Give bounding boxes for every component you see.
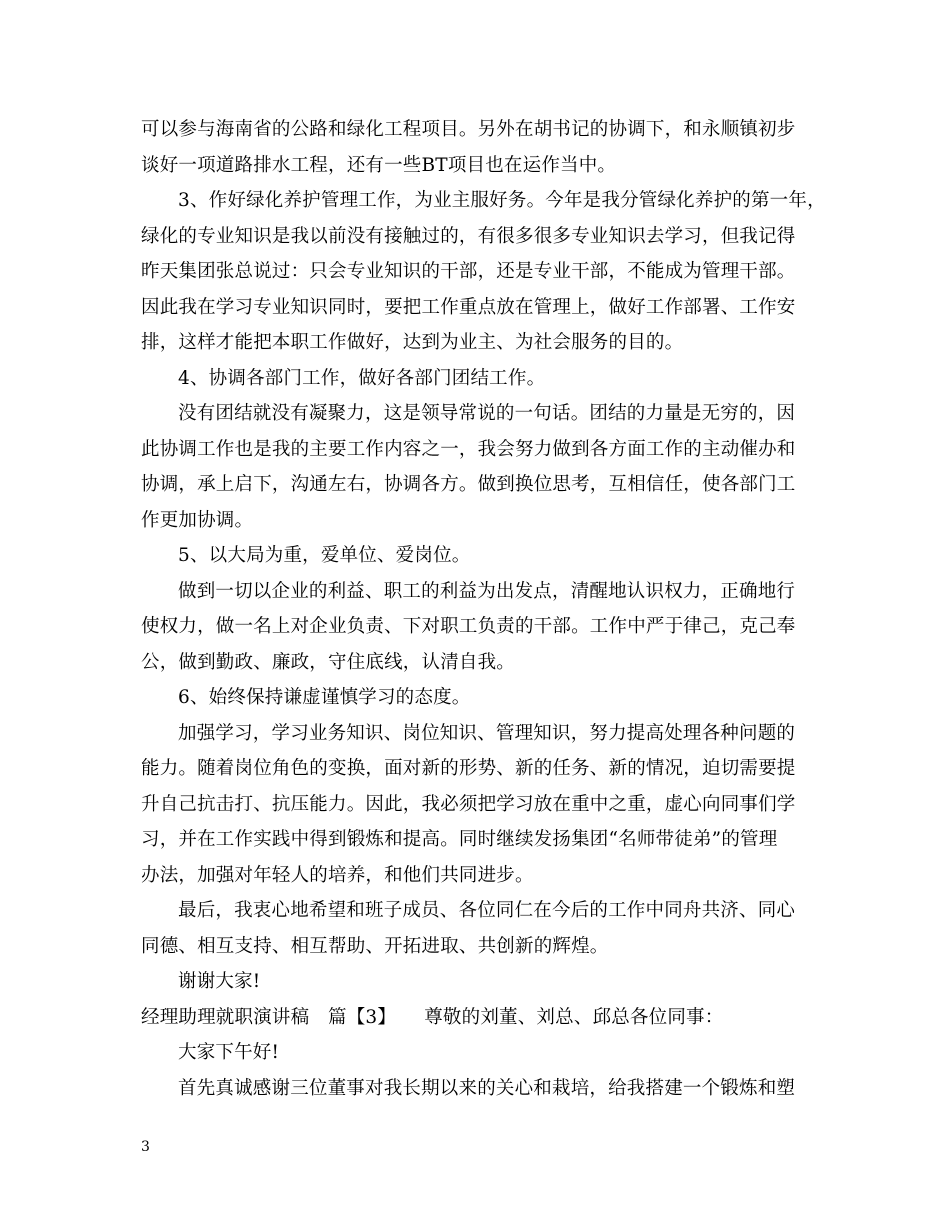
paragraph-line: 昨天集团张总说过：只会专业知识的干部，还是专业干部，不能成为管理干部。 <box>141 261 796 282</box>
paragraph-line: 此协调工作也是我的主要工作内容之一，我会努力做到各方面工作的主动催办和 <box>141 438 796 460</box>
paragraph-line: 可以参与海南省的公路和绿化工程项目。另外在胡书记的协调下，和永顺镇初步 <box>141 119 796 140</box>
paragraph-line: 同德、相互支持、相互帮助、开拓进取、共创新的辉煌。 <box>141 935 609 957</box>
paragraph-line: 升自己抗击打、抗压能力。因此，我必须把学习放在重中之重，虚心向同事们学 <box>141 793 796 815</box>
list-item-heading-3: 3、作好绿化养护管理工作，为业主服好务。今年是我分管绿化养护的第一年， <box>178 190 826 211</box>
paragraph-line: 加强学习，学习业务知识、岗位知识、管理知识，努力提高处理各种问题的 <box>178 722 796 744</box>
paragraph-line: 使权力，做一名上对企业负责、下对职工负责的干部。工作中严于律己，克己奉 <box>141 616 796 637</box>
document-body <box>141 112 825 1106</box>
list-item-heading-4: 4、协调各部门工作，做好各部门团结工作。 <box>178 367 546 389</box>
paragraph-line: 习，并在工作实践中得到锻炼和提高。同时继续发扬集团“名师带徒弟”的管理 <box>141 829 778 850</box>
paragraph-line: 协调，承上启下，沟通左右，协调各方。做到换位思考，互相信任，使各部门工 <box>141 474 796 495</box>
closing-thanks: 谢谢大家! <box>178 971 261 992</box>
list-item-heading-5: 5、以大局为重，爱单位、爱岗位。 <box>178 545 471 566</box>
paragraph-line: 首先真诚感谢三位董事对我长期以来的关心和栽培，给我搭建一个锻炼和塑 <box>178 1077 796 1099</box>
paragraph-line: 作更加协调。 <box>141 509 254 531</box>
greeting-line: 大家下午好! <box>178 1042 280 1063</box>
paragraph-line: 因此我在学习专业知识同时，要把工作重点放在管理上，做好工作部署、工作安 <box>141 296 796 318</box>
paragraph-line: 谈好一项道路排水工程，还有一些BT项目也在运作当中。 <box>141 154 617 176</box>
paragraph-line: 没有团结就没有凝聚力，这是领导常说的一句话。团结的力量是无穷的，因 <box>178 403 796 424</box>
section-heading-speech-3: 经理助理就职演讲稿 篇【3】 尊敬的刘董、刘总、邱总各位同事： <box>141 1006 724 1028</box>
paragraph-line: 做到一切以企业的利益、职工的利益为出发点，清醒地认识权力，正确地行 <box>178 580 796 602</box>
paragraph-line: 公，做到勤政、廉政，守住底线，认清自我。 <box>141 651 516 673</box>
paragraph-line: 能力。随着岗位角色的变换，面对新的形势、新的任务、新的情况，迫切需要提 <box>141 758 796 779</box>
list-item-heading-6: 6、始终保持谦虚谨慎学习的态度。 <box>178 687 471 708</box>
page-number: 3 <box>141 1139 150 1155</box>
paragraph-line: 办法，加强对年轻人的培养，和他们共同进步。 <box>141 864 534 886</box>
paragraph-line: 绿化的专业知识是我以前没有接触过的，有很多很多专业知识去学习，但我记得 <box>141 225 796 247</box>
paragraph-line: 最后，我衷心地希望和班子成员、各位同仁在今后的工作中同舟共济、同心 <box>178 900 796 921</box>
paragraph-line: 排，这样才能把本职工作做好，达到为业主、为社会服务的目的。 <box>141 332 684 353</box>
